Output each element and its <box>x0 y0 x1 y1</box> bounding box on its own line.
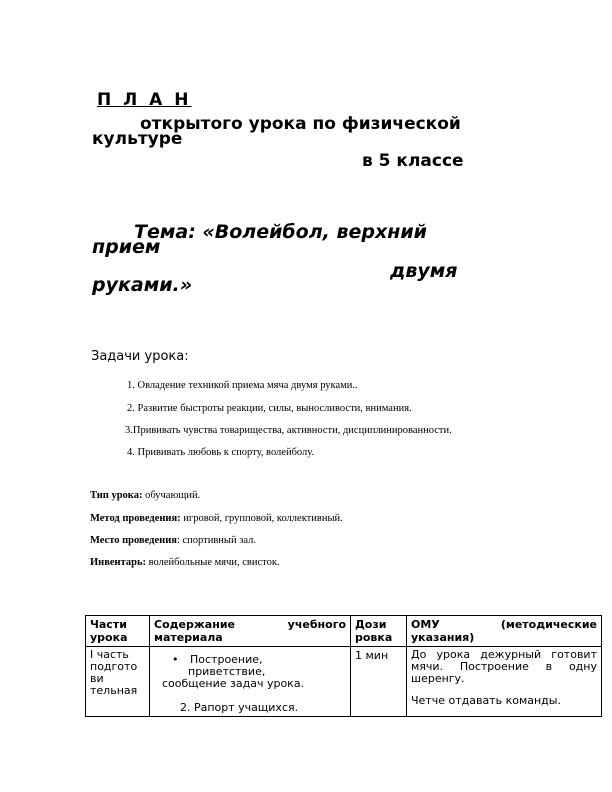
part-line3: ви <box>90 672 104 685</box>
lesson-place <box>90 535 256 546</box>
content-line2: приветствие, <box>188 665 266 678</box>
header-parts <box>86 616 150 647</box>
header-omu-line2: указания) <box>411 631 475 644</box>
header-omu-word2: (методические <box>500 618 597 631</box>
theme-line-1: Тема: «Волейбол, верхний <box>134 221 427 243</box>
lesson-inventory-value: волейбольные мячи, свисток. <box>146 557 280 568</box>
header-content <box>150 616 351 647</box>
table-row <box>86 647 602 717</box>
lesson-place-label: Место проведения <box>90 535 177 546</box>
content-line3: сообщение задач урока. <box>162 677 305 690</box>
part-line2: подгото <box>90 660 138 673</box>
omu-text-2: Четче отдавать команды. <box>411 694 561 707</box>
bullet-icon: • <box>172 653 179 666</box>
cell-dose: 1 мин <box>351 647 407 717</box>
cell-omu <box>407 647 602 717</box>
header-parts-line1: Части <box>90 618 127 631</box>
lesson-inventory-label: Инвентарь: <box>90 557 147 568</box>
table-header-row <box>86 616 602 647</box>
subtitle-line-2: культуре <box>92 129 183 149</box>
lesson-method-value: игровой, групповой, коллективный. <box>180 513 343 524</box>
theme-line-3: двумя <box>390 260 458 282</box>
lesson-plan-table <box>85 615 602 717</box>
lesson-type <box>90 490 200 501</box>
subtitle-line-1: открытого урока по физической <box>140 114 461 134</box>
header-omu <box>407 616 602 647</box>
theme-line-2: прием <box>92 236 161 258</box>
lesson-type-label: Тип урока: <box>90 490 143 501</box>
lesson-method-label: Метод проведения: <box>90 513 181 524</box>
part-line1: I часть <box>90 648 129 661</box>
header-dose-line2: ровка <box>355 631 393 644</box>
theme-line-4: руками.» <box>92 274 193 296</box>
lesson-method <box>90 513 343 524</box>
tasks-heading: Задачи урока: <box>91 349 189 364</box>
task-item: 2. Развитие быстроты реакции, силы, выносливости, внимания. <box>127 403 412 414</box>
cell-part <box>86 647 150 717</box>
lesson-inventory <box>90 557 280 568</box>
header-content-word1: Содержание <box>154 618 235 631</box>
task-item: 4. Прививать любовь к спорту, волейболу. <box>127 447 315 458</box>
header-omu-word1: ОМУ <box>411 618 440 631</box>
header-content-word2: учебного <box>287 618 346 631</box>
lesson-type-value: обучающий. <box>142 490 201 501</box>
header-content-line2: материала <box>154 631 223 644</box>
lesson-place-value: : спортивный зал. <box>176 535 256 546</box>
part-line4: тельная <box>90 684 138 697</box>
task-item: 3.Прививать чувства товарищества, активности, дисциплинированности. <box>125 425 452 436</box>
grade-label: в 5 классе <box>362 151 464 171</box>
plan-title: П Л А Н <box>97 90 192 110</box>
content-report: 2. Рапорт учащихся. <box>180 701 299 714</box>
header-dose <box>351 616 407 647</box>
header-dose-line1: Дози <box>355 618 387 631</box>
cell-content <box>150 647 351 717</box>
task-item: 1. Овладение техникой приема мяча двумя руками.. <box>127 380 358 391</box>
header-parts-line2: урока <box>90 631 128 644</box>
content-line1: Построение, <box>190 653 263 666</box>
omu-text-1: До урока дежурный готовит мячи. Построение в одну шеренгу. <box>411 648 597 685</box>
